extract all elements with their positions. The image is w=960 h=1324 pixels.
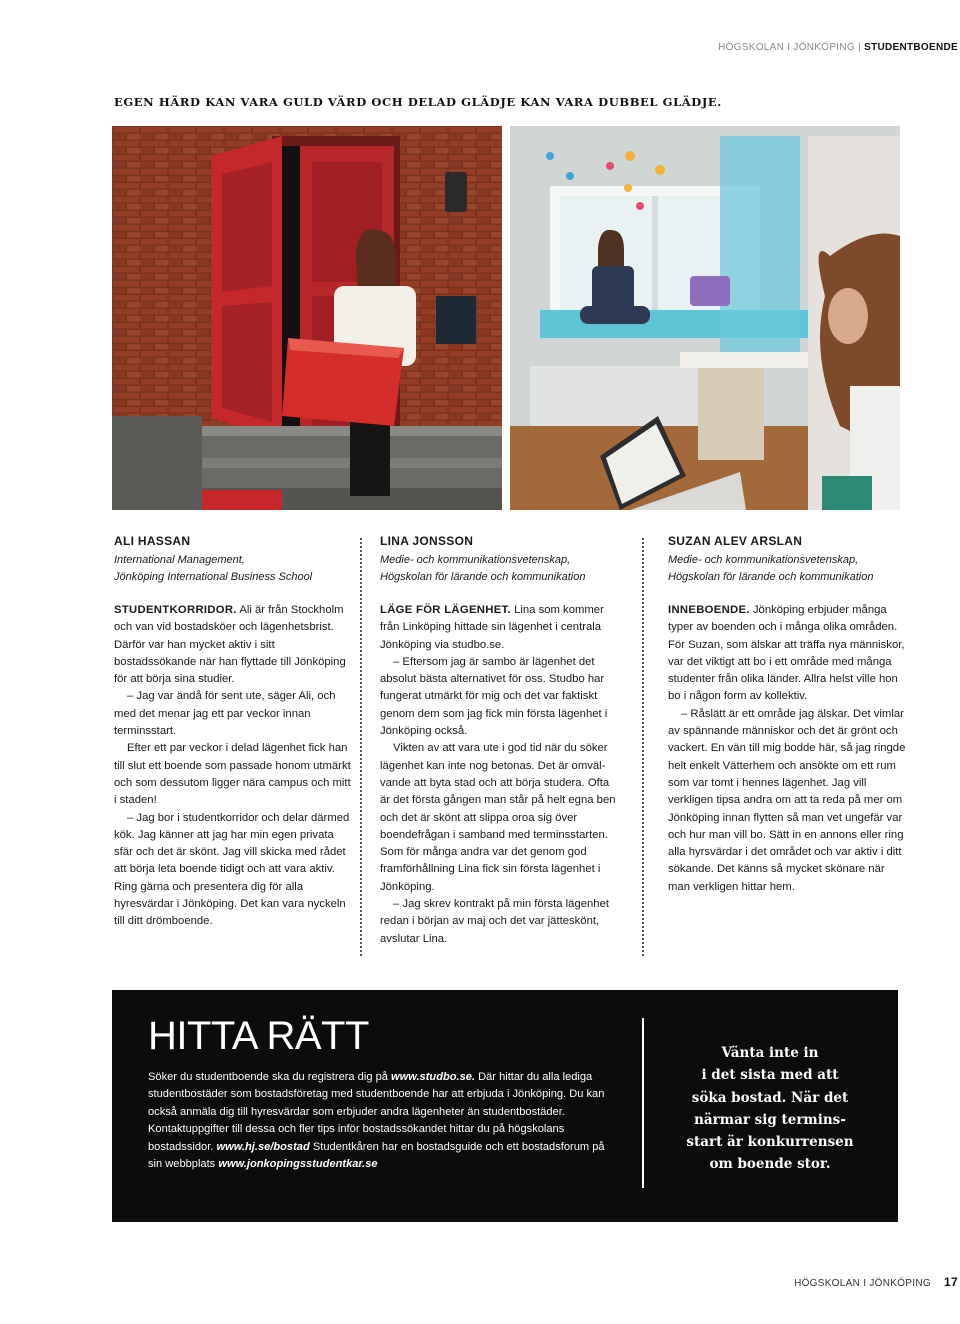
profile-program-line-1: Medie- och kommunikationsvetenskap, xyxy=(668,554,859,566)
paragraph: – Jag bor i studentkorridor och delar därmed kök. Jag känner att jag har min egen privata sfär och det är skönt. Jag vill skicka med rådet att börja leta boende tidigt och att vara aktiv. Ring gärna och presentera dig för alla hyresvärdar i Jönköping. Det kan vara nyckeln till ditt drömboende. xyxy=(114,811,350,928)
profile-name: LINA JONSSON xyxy=(380,534,474,548)
paragraph-text: Lina som kommer från Linköping hittade sin lägenhet i centrala Jönköping via studbo.se. xyxy=(380,604,604,651)
pull-quote-line: start är konkurrensen xyxy=(686,1134,854,1151)
pull-quote-line: närmar sig termins- xyxy=(694,1111,846,1128)
paragraph-text: Ali är från Stockholm och van vid bostadsköer och lägenhetsbrist. Därför var han mycket aktiv i sitt bostadssökande när han flyttade till Jönköping för att börja sina studier. xyxy=(114,604,346,686)
pull-quote-line: söka bostad. När det xyxy=(691,1089,849,1106)
header-divider: | xyxy=(858,42,861,53)
paragraph: Efter ett par veckor i delad lägenhet fick han till slut ett boende som passade honom utmärkt och som dessutom ligger nära campus och mitt i staden! xyxy=(114,742,351,807)
pull-quote-line: Vänta inte in xyxy=(721,1045,819,1061)
header-topic: STUDENTBOENDE xyxy=(864,42,958,53)
profile-program xyxy=(668,552,908,586)
page-number: 17 xyxy=(944,1275,958,1289)
column-divider xyxy=(642,538,644,956)
profile-program-line-1: Medie- och kommunikationsvetenskap, xyxy=(380,554,571,566)
profile-body xyxy=(114,602,354,931)
photo-student-room-laptop xyxy=(510,126,900,510)
paragraph xyxy=(668,602,908,706)
profile-program-line-2: Högskolan för lärande och kommunikation xyxy=(668,571,874,583)
info-text-segment: Söker du studentboende ska du registrera dig på xyxy=(148,1071,391,1083)
column-divider xyxy=(360,538,362,956)
profile-column-ali xyxy=(114,534,354,931)
pull-quote-line: i det sista med att xyxy=(701,1067,839,1084)
page-footer xyxy=(794,1275,958,1289)
info-box-text xyxy=(148,1069,618,1173)
paragraph: – Jag skrev kontrakt på min första lägenhet redan i början av maj och det var jätteskönt, avslutar Lina. xyxy=(380,898,610,945)
info-text-segment: Studentkåren har en bostadsguide och ett bostadsforum på sin webbplats xyxy=(148,1140,605,1171)
profile-program-line-2: Jönköping International Business School xyxy=(114,571,313,583)
paragraph-text: Jönköping erbjuder många typer av boenden och i många olika områden. För Suzan, som älskar att träffa nya människor, var det viktigt att bo i ett område med många studenter från olika länder. Allra helst ville hon bo i någon form av kollektiv. xyxy=(668,604,905,703)
profile-column-suzan xyxy=(668,534,908,896)
profile-name: ALI HASSAN xyxy=(114,534,191,548)
link-hj-bostad[interactable]: www.hj.se/bostad xyxy=(216,1140,310,1153)
paragraph xyxy=(380,602,620,654)
paragraph: Vikten av att vara ute i god tid när du söker lägenhet kan inte nog betonas. Det är omvälvande att byta stad och att börja studera. Ofta är det första gången man står på helt egna ben och det är skönt att slippa oroa sig över boendefrågan i samband med terminsstarten. Som för många andra var det genom god framförhållning Lina fick sin första lägenhet i Jönköping. xyxy=(380,742,616,893)
lead-in: LÄGE FÖR LÄGENHET. xyxy=(380,604,511,616)
info-box-hitta-ratt xyxy=(112,990,898,1222)
profile-program xyxy=(380,552,620,586)
profile-name: SUZAN ALEV ARSLAN xyxy=(668,534,803,548)
info-text-segment: Där hittar du alla lediga studentbostäder som bostadsföretag med studentboende har att erbjuda i Jönköping. Du kan också anmäla dig till hyresvärdar som erbjuder andra lägenheter än studentbostäder. Kontaktuppgifter till dessa och fler tips inför bostadssökandet hittar du på högskolans bostadssidor. xyxy=(148,1071,605,1153)
paragraph: – Jag var ändå för sent ute, säger Ali, och med det menar jag ett par veckor innan terminsstart. xyxy=(114,690,336,738)
photo-student-red-door xyxy=(112,126,502,510)
profile-body xyxy=(668,602,908,896)
pull-quote xyxy=(660,1042,880,1176)
profile-body xyxy=(380,602,620,948)
pull-quote-line: om boende stor. xyxy=(709,1156,831,1173)
link-studbo[interactable]: www.studbo.se. xyxy=(391,1071,476,1083)
paragraph: – Råslätt är ett område jag älskar. Det vimlar av spännande människor och det är grönt och vackert. En vän till mig bodde här, så jag ringde helt enkelt Vätterhem och ansökte om ett rum som var tomt i hennes lägenhet. Jag vill verkligen tipsa andra om att ta reda på mer om Jönköping innan flytten så man vet ungefär var och hur man vill bo. Sätt in en annons eller ring alla hyrsvärdar i det området och var aktiv i ditt sökande. Det känns så mycket skönare när man verkligen hittar hem. xyxy=(668,707,906,893)
link-studentkar[interactable]: www.jonkopingsstudentkar.se xyxy=(218,1158,378,1171)
paragraph xyxy=(114,602,354,688)
header-section: HÖGSKOLAN I JÖNKÖPING xyxy=(718,42,855,53)
profile-program xyxy=(114,552,354,586)
footer-publication: HÖGSKOLAN I JÖNKÖPING xyxy=(794,1278,931,1289)
profile-program-line-1: International Management, xyxy=(114,554,245,566)
paragraph: – Eftersom jag är sambo är lägenhet det absolut bästa alternativet för oss. Studbo har fungerat utmärkt för mig och det var faktiskt genom dem som jag fick min första lägenhet i Jönköping också. xyxy=(380,655,608,738)
info-box-divider xyxy=(642,1018,644,1188)
article-headline: EGEN HÄRD KAN VARA GULD VÄRD OCH DELAD GLÄDJE KAN VARA DUBBEL GLÄDJE. xyxy=(114,95,722,109)
lead-in: INNEBOENDE. xyxy=(668,604,750,616)
info-box-title: HITTA RÄTT xyxy=(148,1014,369,1058)
lead-in: STUDENTKORRIDOR. xyxy=(114,604,237,616)
running-header xyxy=(718,42,958,53)
profile-program-line-2: Högskolan för lärande och kommunikation xyxy=(380,571,586,583)
profile-column-lina xyxy=(380,534,620,948)
